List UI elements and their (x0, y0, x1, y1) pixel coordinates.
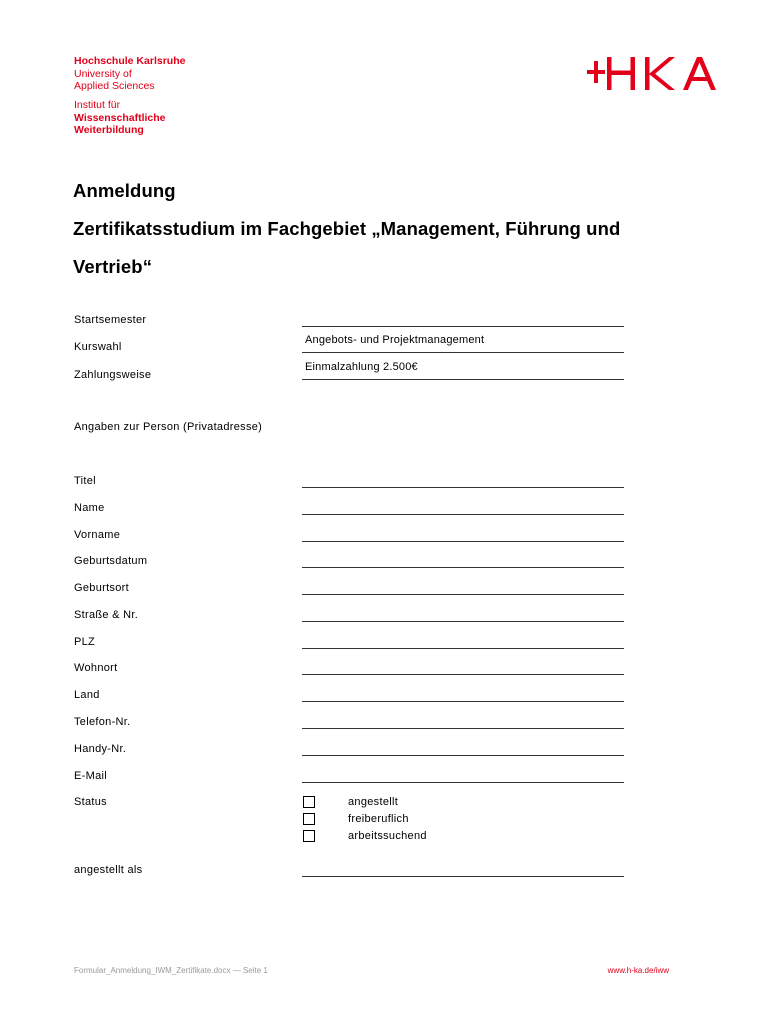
field-label-plz: PLZ (74, 636, 96, 648)
field-titel[interactable] (302, 487, 624, 488)
field-label-name: Name (74, 502, 105, 514)
institute-name (74, 99, 166, 137)
field-telefon[interactable] (302, 728, 624, 729)
kurswahl-value: Angebots- und Projektmanagement (305, 334, 485, 346)
field-label-wohnort: Wohnort (74, 662, 118, 674)
kurswahl-field[interactable] (302, 352, 624, 353)
status-option-freiberuflich: freiberuflich (348, 813, 409, 825)
field-label-telefon: Telefon-Nr. (74, 716, 131, 728)
title-line-1: Anmeldung (73, 180, 176, 201)
field-label-vorname: Vorname (74, 529, 121, 541)
startsemester-label: Startsemester (74, 314, 147, 326)
institution-line-2: University of (74, 67, 132, 80)
field-vorname[interactable] (302, 541, 624, 542)
footer-filename: Formular_Anmeldung_IWM_Zertifikate.docx — Seite 1 (74, 966, 268, 975)
institution-line-6: Weiterbildung (74, 124, 144, 136)
zahlungsweise-value: Einmalzahlung 2.500€ (305, 361, 418, 373)
status-checkbox-arbeitssuchend[interactable] (303, 830, 315, 842)
field-geburtsdatum[interactable] (302, 567, 624, 568)
field-label-geburtsdatum: Geburtsdatum (74, 555, 148, 567)
zahlungsweise-label: Zahlungsweise (74, 369, 152, 381)
institution-line-1: Hochschule Karlsruhe (74, 55, 186, 67)
field-land[interactable] (302, 701, 624, 702)
status-checkbox-angestellt[interactable] (303, 796, 315, 808)
field-email[interactable] (302, 782, 624, 783)
institution-line-3: Applied Sciences (74, 80, 155, 92)
field-label-handy: Handy-Nr. (74, 743, 127, 755)
title-line-2: Zertifikatsstudium im Fachgebiet „Management, Führung und (73, 218, 621, 239)
status-checkbox-freiberuflich[interactable] (303, 813, 315, 825)
startsemester-field[interactable] (302, 326, 624, 327)
field-strasse[interactable] (302, 621, 624, 622)
angestellt-als-field[interactable] (302, 876, 624, 877)
field-label-strasse: Straße & Nr. (74, 609, 139, 621)
footer-url[interactable]: www.h-ka.de/iww (607, 966, 669, 975)
status-option-angestellt: angestellt (348, 796, 399, 808)
institution-line-4: Institut für (74, 99, 121, 111)
field-wohnort[interactable] (302, 674, 624, 675)
kurswahl-label: Kurswahl (74, 341, 122, 353)
zahlungsweise-field[interactable] (302, 379, 624, 380)
institution-line-5: Wissenschaftliche (74, 111, 166, 124)
section-heading-person: Angaben zur Person (Privatadresse) (74, 421, 263, 433)
field-label-titel: Titel (74, 475, 96, 487)
status-option-arbeitssuchend: arbeitssuchend (348, 830, 427, 842)
title-line-3: Vertrieb“ (73, 256, 153, 277)
status-label: Status (74, 796, 107, 808)
field-geburtsort[interactable] (302, 594, 624, 595)
field-label-geburtsort: Geburtsort (74, 582, 129, 594)
field-handy[interactable] (302, 755, 624, 756)
hka-logo (587, 55, 727, 93)
institution-name (74, 55, 185, 93)
field-plz[interactable] (302, 648, 624, 649)
field-label-email: E-Mail (74, 770, 107, 782)
field-label-land: Land (74, 689, 100, 701)
field-name[interactable] (302, 514, 624, 515)
angestellt-als-label: angestellt als (74, 864, 143, 876)
